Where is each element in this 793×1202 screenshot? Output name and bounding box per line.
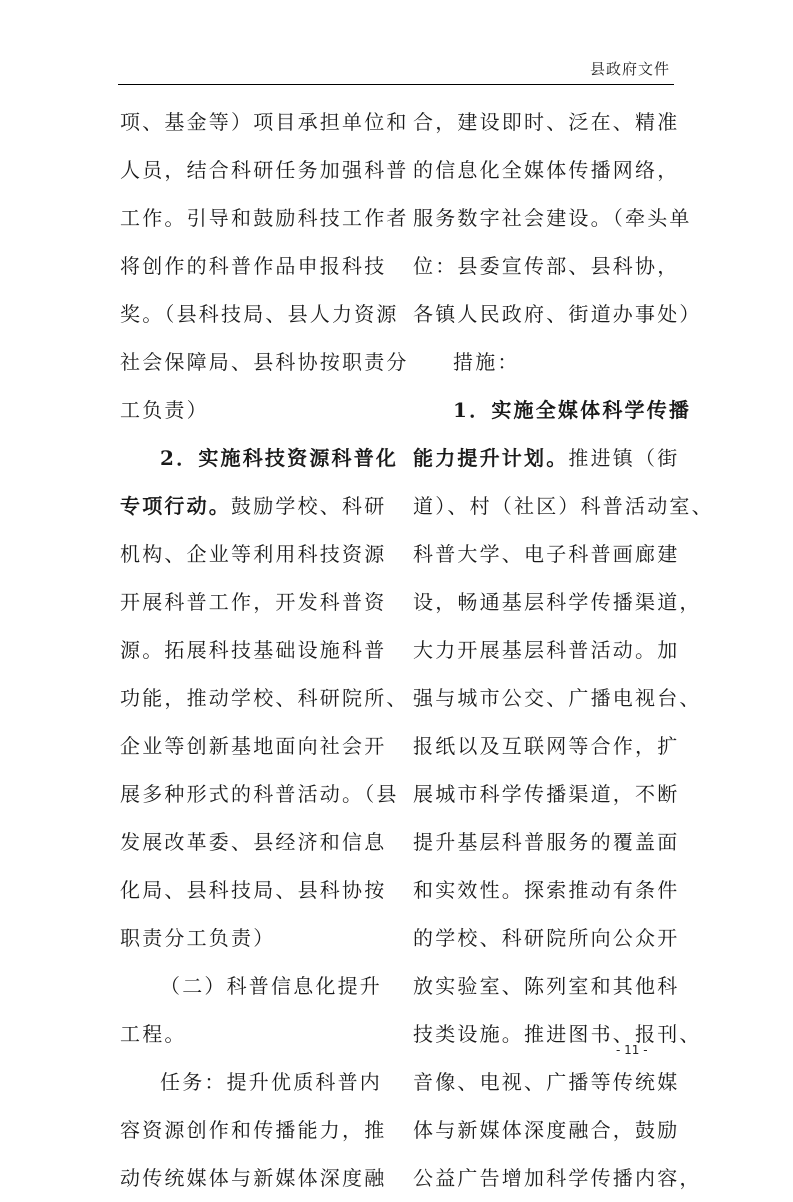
text-line <box>413 722 680 770</box>
line-text: 发展改革委、县经济和信息 <box>120 830 387 854</box>
text-line <box>120 194 409 242</box>
text-line <box>120 674 409 722</box>
line-text: 的信息化全媒体传播网络， <box>413 158 680 182</box>
bold-heading: 2．实施科技资源科普化 <box>160 446 399 470</box>
line-text: 体与新媒体深度融合，鼓励 <box>413 1118 680 1142</box>
line-text: 合，建设即时、泛在、精准 <box>413 110 680 134</box>
line-text: 鼓励学校、科研 <box>231 494 387 518</box>
line-text: 容资源创作和传播能力，推 <box>120 1118 387 1142</box>
text-line <box>413 386 692 434</box>
text-line <box>413 626 680 674</box>
bold-heading: 专项行动。 <box>120 494 231 518</box>
line-text: 的学校、科研院所向公众开 <box>413 926 680 950</box>
line-text: 各镇人民政府、街道办事处） <box>413 302 702 326</box>
text-line <box>120 578 388 626</box>
line-text: 工负责） <box>120 398 209 422</box>
line-text: 推进镇（街 <box>568 446 680 470</box>
text-line <box>120 242 388 290</box>
text-line <box>120 482 388 530</box>
line-text: 社会保障局、县科协按职责分 <box>120 350 409 374</box>
text-line <box>120 818 388 866</box>
text-line <box>413 530 680 578</box>
text-line <box>120 770 399 818</box>
text-line <box>120 962 388 1010</box>
line-text: 动传统媒体与新媒体深度融 <box>120 1166 387 1190</box>
text-line <box>413 146 680 194</box>
text-line <box>413 338 675 386</box>
line-text: 强与城市公交、广播电视台、 <box>413 686 702 710</box>
line-text: 音像、电视、广播等传统媒 <box>413 1070 680 1094</box>
line-text: 科普大学、电子科普画廊建 <box>413 542 680 566</box>
text-line <box>120 290 399 338</box>
line-text: 职责分工负责） <box>120 926 276 950</box>
left-column <box>120 98 409 1202</box>
text-line <box>120 1154 388 1202</box>
bold-heading: 1．实施全媒体科学传播 <box>453 398 692 422</box>
line-text: 大力开展基层科普活动。加 <box>413 638 680 662</box>
header-title: 县政府文件 <box>589 60 670 78</box>
line-text: 将创作的科普作品申报科技 <box>120 254 387 278</box>
right-column <box>413 98 714 1202</box>
line-text: 道）、村（社区）科普活动室、 <box>413 494 714 518</box>
line-text: 工作。引导和鼓励科技工作者 <box>120 206 409 230</box>
bold-heading: 能力提升计划。 <box>413 446 569 470</box>
line-text: 任务：提升优质科普内 <box>160 1070 382 1094</box>
text-line <box>120 722 388 770</box>
text-line <box>120 1058 388 1106</box>
text-line <box>120 338 409 386</box>
text-line <box>120 146 409 194</box>
text-line <box>413 1106 680 1154</box>
text-line <box>413 482 714 530</box>
line-text: 放实验室、陈列室和其他科 <box>413 974 680 998</box>
text-line <box>413 290 702 338</box>
text-line <box>120 386 388 434</box>
text-line <box>413 914 680 962</box>
text-line <box>120 866 388 914</box>
line-text: 源。拓展科技基础设施科普 <box>120 638 387 662</box>
text-line <box>120 434 399 482</box>
text-line <box>120 530 388 578</box>
text-line <box>413 770 680 818</box>
text-line <box>120 914 388 962</box>
text-line <box>413 434 680 482</box>
line-text: 工程。 <box>120 1022 187 1046</box>
text-line <box>120 1106 388 1154</box>
text-line <box>413 578 702 626</box>
line-text: 奖。（县科技局、县人力资源 <box>120 302 399 326</box>
line-text: 企业等创新基地面向社会开 <box>120 734 387 758</box>
line-text: 功能，推动学校、科研院所、 <box>120 686 409 710</box>
text-line <box>413 98 680 146</box>
text-line <box>120 626 388 674</box>
line-text: 人员，结合科研任务加强科普 <box>120 158 409 182</box>
page-header <box>118 56 674 85</box>
text-line <box>413 1154 702 1202</box>
line-text: 位：县委宣传部、县科协， <box>413 254 680 278</box>
text-line <box>413 866 680 914</box>
text-line <box>120 1010 388 1058</box>
line-text: 提升基层科普服务的覆盖面 <box>413 830 680 854</box>
line-text: 和实效性。探索推动有条件 <box>413 878 680 902</box>
line-text: 化局、县科技局、县科协按 <box>120 878 387 902</box>
line-text: 服务数字社会建设。（牵头单 <box>413 206 692 230</box>
text-line <box>413 242 680 290</box>
text-line <box>120 98 409 146</box>
line-text: 技类设施。推进图书、报刊、 <box>413 1022 702 1046</box>
line-text: 项、基金等）项目承担单位和 <box>120 110 409 134</box>
text-line <box>413 1058 680 1106</box>
page-number: - 11 - <box>616 1043 648 1057</box>
text-line <box>413 818 680 866</box>
line-text: 机构、企业等利用科技资源 <box>120 542 387 566</box>
line-text: 展多种形式的科普活动。（县 <box>120 782 399 806</box>
line-text: 展城市科学传播渠道，不断 <box>413 782 680 806</box>
text-line <box>413 674 702 722</box>
line-text: 开展科普工作，开发科普资 <box>120 590 387 614</box>
line-text: 公益广告增加科学传播内容， <box>413 1166 702 1190</box>
text-line <box>413 194 692 242</box>
line-text: 措施： <box>453 350 520 374</box>
line-text: （二）科普信息化提升 <box>160 974 382 998</box>
line-text: 设，畅通基层科学传播渠道， <box>413 590 702 614</box>
line-text: 报纸以及互联网等合作，扩 <box>413 734 680 758</box>
text-line <box>413 962 680 1010</box>
